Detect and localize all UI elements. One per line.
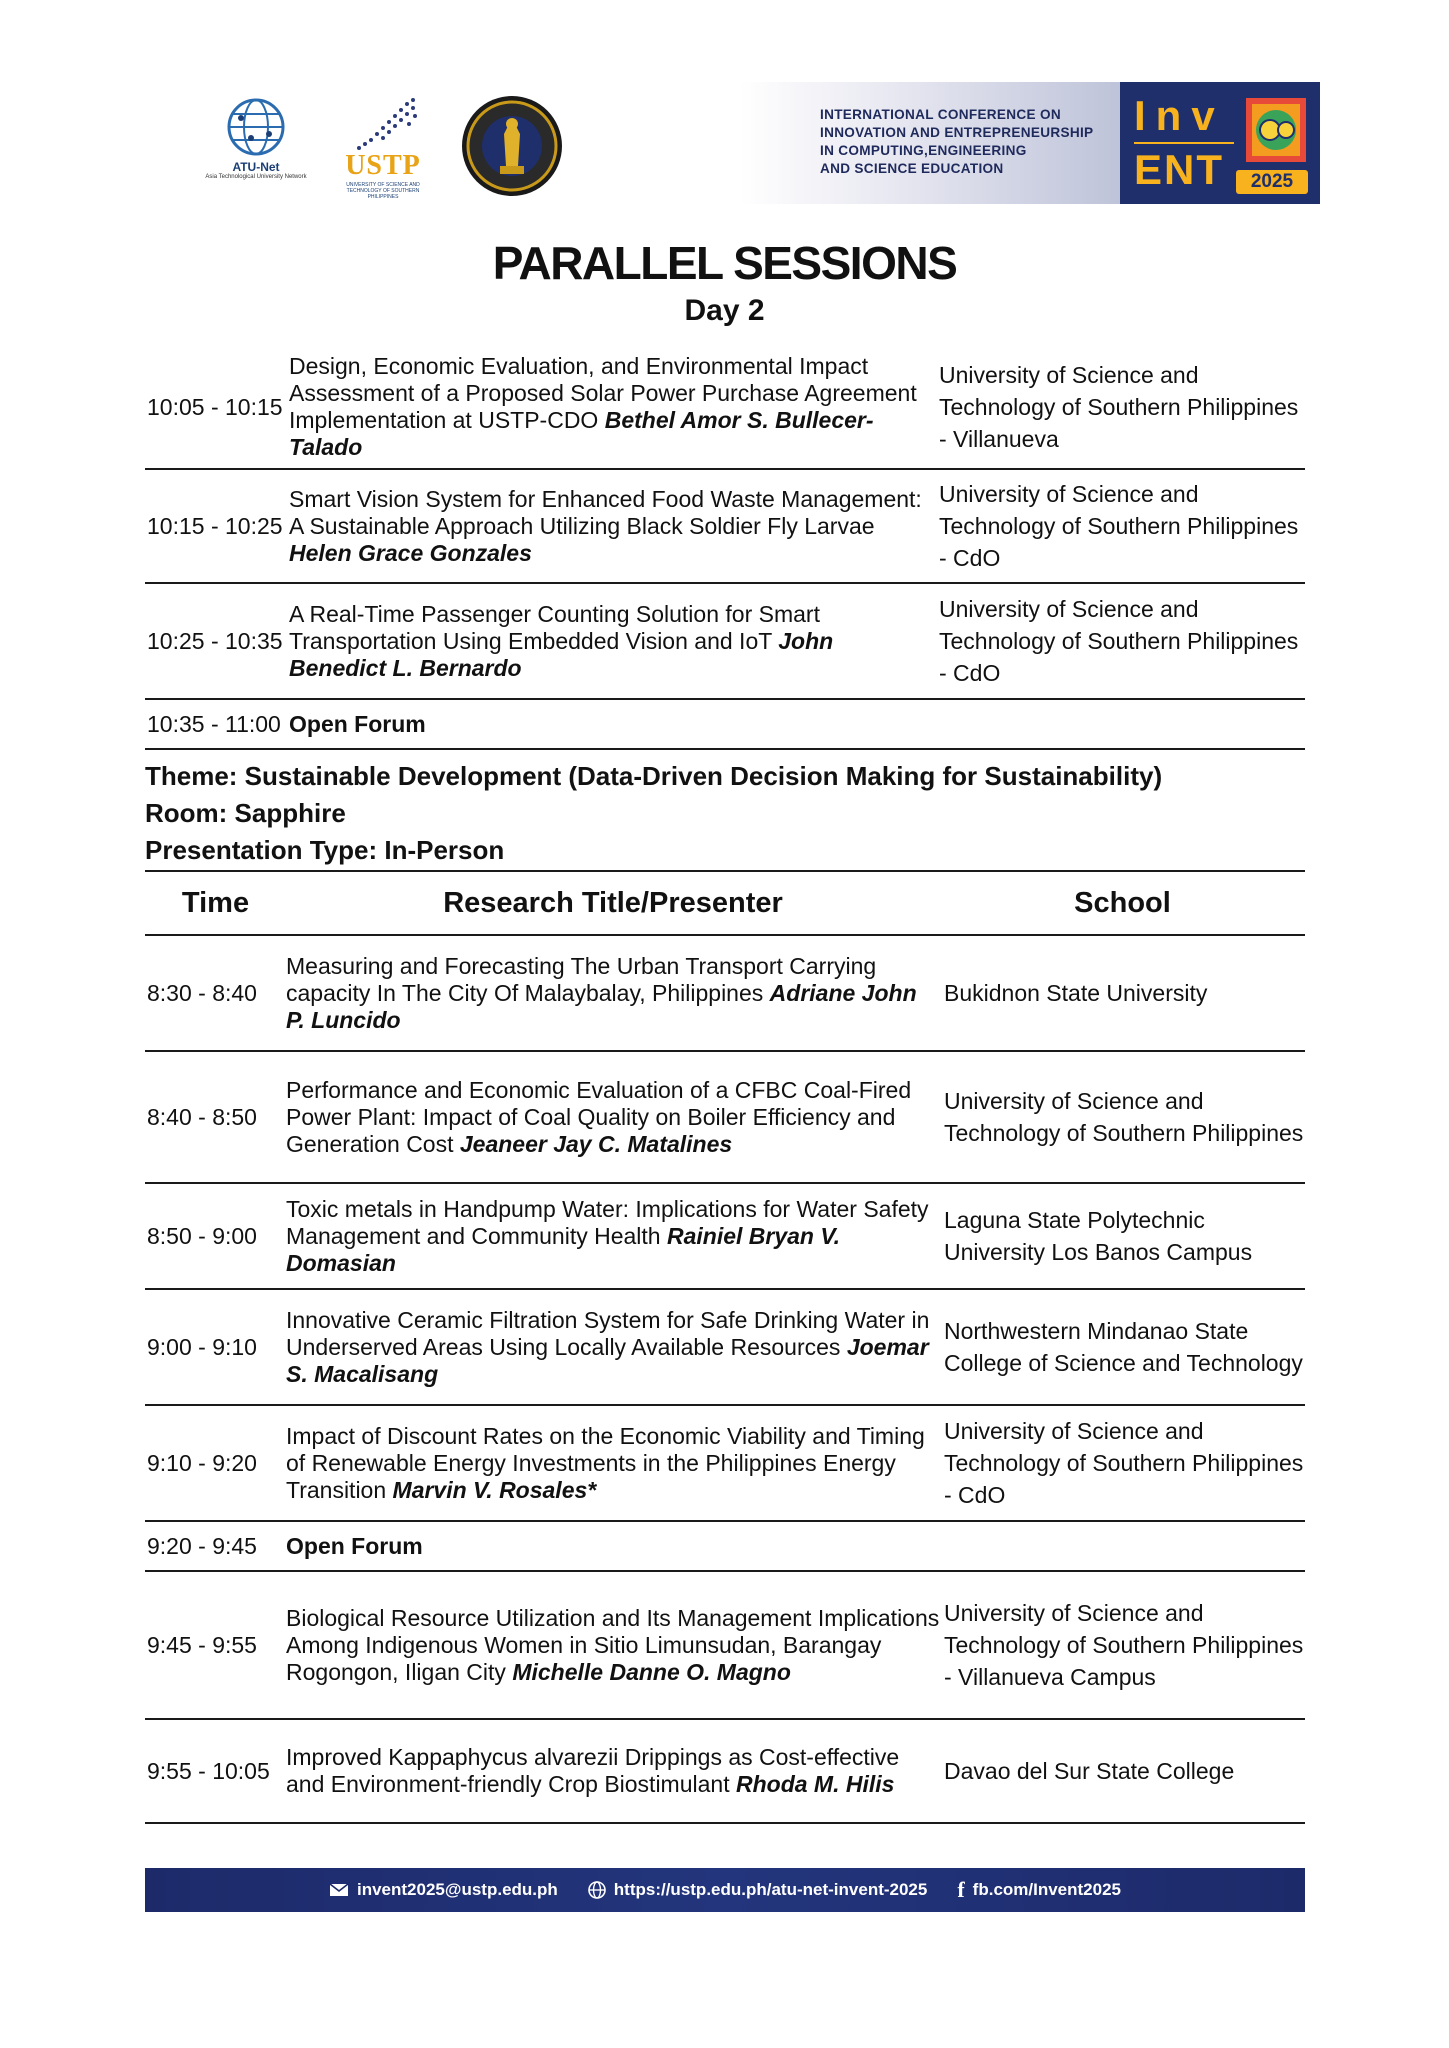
- research-title-cell: [286, 1077, 940, 1158]
- session-time: 10:25 - 10:35: [147, 628, 283, 654]
- school-name: Bukidnon State University: [944, 980, 1208, 1006]
- research-title: Biological Resource Utilization and Its Management Implications Among Indigenous Women in Sitio Limunsudan, Barangay Rogongon, Iligan City: [286, 1604, 940, 1685]
- session-time: 9:10 - 9:20: [147, 1450, 257, 1476]
- atu-caption: ATU-Net: [232, 160, 280, 174]
- table-row: [145, 1290, 1305, 1406]
- footer-facebook[interactable]: [957, 1877, 1121, 1902]
- conference-name-line: INTERNATIONAL CONFERENCE ON: [820, 107, 1061, 122]
- research-title: Toxic metals in Handpump Water: Implications for Water Safety Management and Community Health: [286, 1195, 929, 1249]
- research-title-cell: [286, 1196, 940, 1277]
- presenter-name: Helen Grace Gonzales: [289, 539, 532, 566]
- research-title: Performance and Economic Evaluation of a CFBC Coal-Fired Power Plant: Impact of Coal Quality on Boiler Efficiency and Generation Cost: [286, 1076, 912, 1157]
- table-row: [145, 1406, 1305, 1522]
- session-presentation-type: Presentation Type: In-Person: [145, 835, 505, 865]
- footer-website-text[interactable]: https://ustp.edu.ph/atu-net-invent-2025: [613, 1880, 928, 1899]
- open-forum-row: [145, 700, 1305, 750]
- session-time: 10:05 - 10:15: [147, 394, 283, 420]
- school-name: University of Science and Technology of Southern Philippines - Villanueva Campus: [944, 1600, 1304, 1690]
- session-time: 9:00 - 9:10: [147, 1334, 257, 1360]
- presenter-name: John Benedict L. Bernardo: [289, 627, 834, 681]
- conference-name-line: IN COMPUTING,ENGINEERING: [820, 143, 1027, 158]
- research-title: A Real-Time Passenger Counting Solution for Smart Transportation Using Embedded Vision and IoT: [289, 600, 820, 654]
- conference-name-line: AND SCIENCE EDUCATION: [820, 161, 1004, 176]
- conference-banner: [740, 82, 1320, 204]
- footer-facebook-text[interactable]: fb.com/Invent2025: [972, 1880, 1121, 1899]
- footer-website[interactable]: [588, 1880, 928, 1900]
- presenter-name: Rhoda M. Hilis: [735, 1771, 895, 1797]
- session-time: 9:20 - 9:45: [147, 1533, 257, 1559]
- day-title: Day 2: [684, 294, 765, 327]
- research-title-cell: [287, 353, 935, 461]
- session-time: 8:40 - 8:50: [147, 1104, 257, 1130]
- session-theme: Theme: Sustainable Development (Data-Driven Decision Making for Sustainability): [145, 761, 1163, 791]
- invent-emblem-icon: [1244, 96, 1310, 166]
- ustp-dots-icon: [343, 94, 423, 154]
- session-time: 10:15 - 10:25: [147, 513, 283, 539]
- invent-logo: [1120, 82, 1320, 204]
- session-table: [145, 870, 1305, 1824]
- footer-email[interactable]: [329, 1880, 558, 1900]
- session-time: 8:50 - 9:00: [147, 1223, 257, 1249]
- ustp-subcaption: UNIVERSITY OF SCIENCE AND TECHNOLOGY OF SOUTHERN PHILIPPINES: [346, 182, 420, 200]
- table-row: [145, 584, 1305, 700]
- column-header-time: Time: [181, 886, 250, 919]
- presenter-name: Jeaneer Jay C. Matalines: [459, 1130, 733, 1157]
- ustp-logo: [340, 94, 426, 200]
- presenter-name: Marvin V. Rosales*: [392, 1476, 597, 1503]
- page-title: PARALLEL SESSIONS: [492, 237, 957, 289]
- open-forum-label: Open Forum: [289, 710, 426, 737]
- brawijaya-seal-icon: [460, 94, 564, 198]
- atu-net-logo: [205, 96, 307, 180]
- globe-icon: [588, 1881, 606, 1899]
- research-title-cell: [287, 601, 935, 682]
- research-title: Improved Kappaphycus alvarezii Drippings as Cost-effective and Environment-friendly Crop Biostimulant: [286, 1744, 900, 1797]
- session-time: 9:55 - 10:05: [147, 1758, 270, 1784]
- presenter-name: Adriane John P. Luncido: [286, 979, 917, 1033]
- column-header-title: Research Title/Presenter: [443, 886, 783, 919]
- table-row: [145, 1720, 1305, 1824]
- school-name: University of Science and Technology of Southern Philippines - CdO: [939, 481, 1299, 571]
- session-info: [145, 758, 1305, 869]
- research-title: Measuring and Forecasting The Urban Transport Carrying capacity In The City Of Malaybalay, Philippines: [286, 952, 877, 1006]
- open-forum-label: Open Forum: [286, 1532, 423, 1559]
- presenter-name: Joemar S. Macalisang: [286, 1333, 929, 1387]
- school-name: Davao del Sur State College: [944, 1758, 1235, 1784]
- conference-name: [820, 106, 1110, 178]
- invent-brand-top: Inv: [1134, 92, 1225, 139]
- presenter-name: Michelle Danne O. Magno: [512, 1658, 791, 1685]
- table-row: [145, 470, 1305, 584]
- research-title: Impact of Discount Rates on the Economic Viability and Timing of Renewable Energy Investments in the Philippines Energy Transition: [286, 1422, 925, 1503]
- research-title: Design, Economic Evaluation, and Environmental Impact Assessment of a Proposed Solar Power Purchase Agreement Implementation at USTP-CDO: [289, 353, 917, 433]
- brawijaya-seal: [460, 94, 564, 198]
- research-title-cell: [286, 1307, 940, 1388]
- footer-email-text[interactable]: invent2025@ustp.edu.ph: [357, 1880, 558, 1899]
- table-row: [145, 1052, 1305, 1184]
- research-title-cell: [286, 1423, 940, 1504]
- invent-brand-bottom: ENT: [1134, 146, 1224, 193]
- research-title: Innovative Ceramic Filtration System for Safe Drinking Water in Underserved Areas Using Locally Available Resources: [286, 1306, 930, 1360]
- facebook-icon: f: [957, 1877, 965, 1902]
- presenter-name: Rainiel Bryan V. Domasian: [286, 1222, 840, 1276]
- column-header-school: School: [1074, 886, 1171, 919]
- session-room: Room: Sapphire: [145, 798, 346, 828]
- school-name: Northwestern Mindanao State College of Science and Technology: [944, 1318, 1303, 1376]
- table-row: [145, 1184, 1305, 1290]
- school-name: University of Science and Technology of Southern Philippines: [944, 1088, 1304, 1146]
- research-title: Smart Vision System for Enhanced Food Waste Management: A Sustainable Approach Utilizing Black Soldier Fly Larvae: [289, 485, 922, 539]
- school-name: University of Science and Technology of Southern Philippines - CdO: [939, 596, 1299, 686]
- session-time: 8:30 - 8:40: [147, 980, 257, 1006]
- research-title-cell: [287, 486, 935, 567]
- school-name: University of Science and Technology of Southern Philippines - Villanueva: [939, 362, 1299, 452]
- session-table-continued: [145, 346, 1305, 750]
- table-header: [145, 872, 1305, 936]
- year-badge: 2025: [1236, 170, 1308, 194]
- conference-name-line: INNOVATION AND ENTREPRENEURSHIP: [820, 125, 1094, 140]
- contact-footer: [145, 1868, 1305, 1912]
- page-header: [0, 0, 1449, 215]
- ustp-wordmark: USTP: [345, 150, 421, 181]
- research-title-cell: [286, 953, 940, 1034]
- atu-subcaption: Asia Technological University Network: [205, 174, 307, 180]
- atu-globe-icon: [221, 96, 291, 158]
- presenter-name: Bethel Amor S. Bullecer-Talado: [289, 407, 874, 460]
- session-time: 9:45 - 9:55: [147, 1632, 257, 1658]
- table-row: [145, 346, 1305, 470]
- envelope-icon: [329, 1883, 349, 1897]
- school-name: University of Science and Technology of Southern Philippines - CdO: [944, 1418, 1304, 1508]
- school-name: Laguna State Polytechnic University Los Banos Campus: [944, 1207, 1253, 1265]
- table-row: [145, 936, 1305, 1052]
- table-row: [145, 1572, 1305, 1720]
- research-title-cell: [286, 1744, 940, 1798]
- open-forum-row: [145, 1522, 1305, 1572]
- research-title-cell: [286, 1605, 940, 1686]
- session-time: 10:35 - 11:00: [147, 711, 281, 737]
- invent-divider: [1134, 142, 1234, 144]
